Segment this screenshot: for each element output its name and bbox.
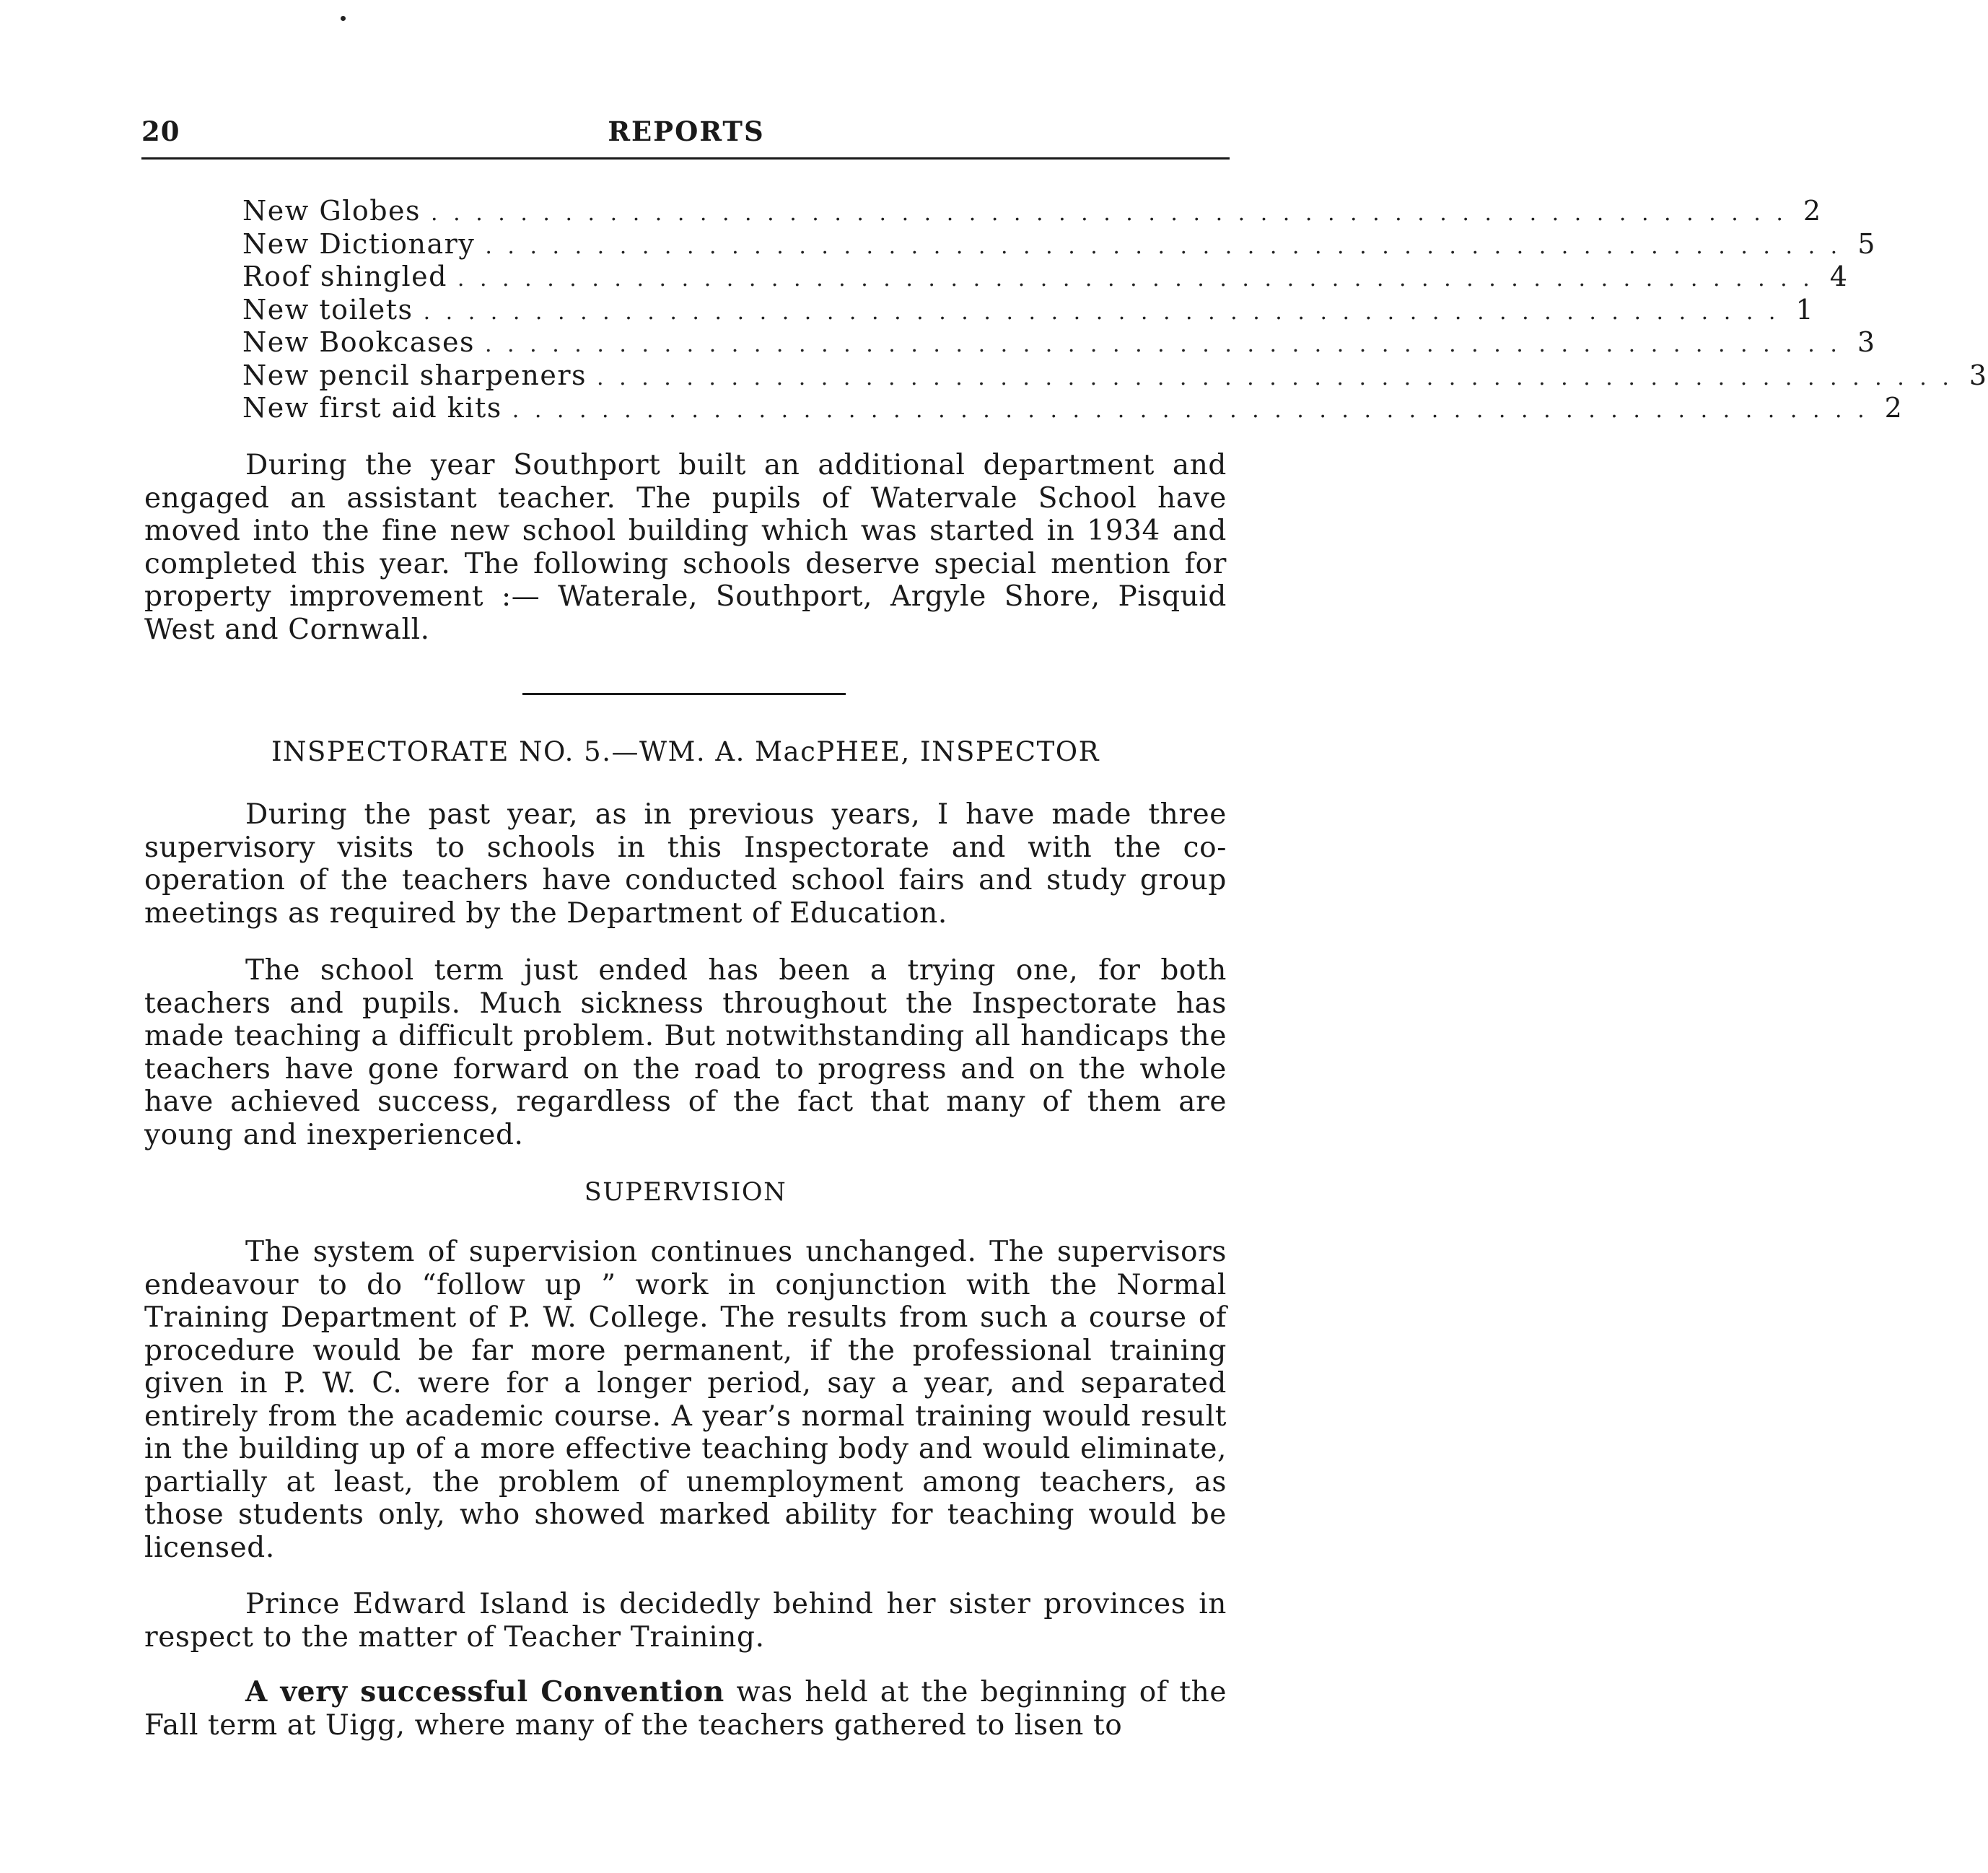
list-item	[242, 392, 1904, 425]
dot-leader: . . . . . . . . . . . . . . . . . . . . . . . . . . . . . . . . . . . . . . . . . . . . . . . . . . . . . . . . . . . . .	[423, 299, 1780, 325]
paragraph-southport: During the year Southport built an additional department and engaged an assistant teacher. The pupils of Watervale School have moved into the fine new school building which was started in 1934 and completed this year. The following schools deserve special mention for property improvement :— Waterale, Southport, Argyle Shore, Pisquid West and Cornwall.	[144, 449, 1227, 646]
dot-leader: . . . . . . . . . . . . . . . . . . . . . . . . . . . . . . . . . . . . . . . . . . . . . . . . . . . . . . . . . . . . .	[597, 364, 1953, 390]
running-title: REPORTS	[608, 115, 765, 147]
item-count: 2	[1884, 392, 1904, 424]
print-speck	[341, 16, 346, 21]
list-item	[242, 227, 1876, 261]
paragraph-text: was held at the beginning of the Fall term at Uigg, where many of the teachers gathered to lisen to	[144, 1676, 1227, 1742]
list-item	[242, 261, 1849, 294]
item-label: New pencil sharpeners	[242, 359, 587, 391]
dot-leader: . . . . . . . . . . . . . . . . . . . . . . . . . . . . . . . . . . . . . . . . . . . . . . . . . . . . . . . . . . . . .	[484, 332, 1842, 357]
dot-leader: . . . . . . . . . . . . . . . . . . . . . . . . . . . . . . . . . . . . . . . . . . . . . . . . . . . . . . . . . . . . .	[431, 201, 1787, 226]
list-item	[242, 293, 1815, 327]
item-label: New first aid kits	[242, 392, 502, 424]
item-count: 4	[1829, 261, 1849, 292]
paragraph-teacher-training: Prince Edward Island is decidedly behind her sister provinces in respect to the matter of Teacher Training.	[144, 1588, 1227, 1654]
item-count: 5	[1857, 227, 1876, 260]
paragraph-school-term: The school term just ended has been a trying one, for both teachers and pupils. Much sickness throughout the Inspectorate has made teaching a difficult problem. But notwithstanding all handicaps the teachers have gone forward on the road to progress and on the whole have achieved success, regardless of the fact that many of them are young and inexperienced.	[144, 954, 1227, 1151]
list-item	[242, 326, 1876, 359]
item-count: 3	[1857, 326, 1876, 358]
run-in-heading: A very successful Convention	[245, 1675, 724, 1708]
header-rule	[141, 157, 1230, 160]
section-separator	[522, 693, 846, 695]
item-label: New Bookcases	[242, 326, 475, 358]
item-count: 2	[1803, 195, 1822, 227]
running-head	[141, 115, 1231, 150]
item-label: New toilets	[242, 293, 413, 326]
list-item	[242, 195, 1822, 228]
section-heading: INSPECTORATE NO. 5.—WM. A. MacPHEE, INSPECTOR	[271, 736, 1100, 767]
subheading-supervision: SUPERVISION	[584, 1178, 787, 1207]
item-label: New Globes	[242, 195, 421, 227]
paragraph-supervision: The system of supervision continues unchanged. The supervisors endeavour to do “follow up ” work in conjunction with the Normal Training Department of P. W. College. The results from such a course of procedure would be far more permanent, if the professional training given in P. W. C. were for a longer period, say a year, and separated entirely from the academic course. A year’s normal training would result in the building up of a more effective teaching body and would eliminate, partially at least, the problem of unemployment among teachers, as those students only, who showed marked ability for teaching would be licensed.	[144, 1236, 1227, 1564]
item-label: New Dictionary	[242, 227, 476, 260]
dot-leader: . . . . . . . . . . . . . . . . . . . . . . . . . . . . . . . . . . . . . . . . . . . . . . . . . . . . . . . . . . . . .	[457, 266, 1814, 292]
item-count: 3	[1969, 359, 1988, 391]
page-number: 20	[141, 115, 180, 147]
item-label: Roof shingled	[242, 261, 447, 292]
paragraph-convention	[144, 1676, 1227, 1742]
list-item	[242, 359, 1988, 393]
paragraph-visits: During the past year, as in previous years, I have made three supervisory visits to schools in this Inspectorate and with the co-operation of the teachers have conducted school fairs and study group meetings as required by the Department of Education.	[144, 798, 1227, 930]
dot-leader: . . . . . . . . . . . . . . . . . . . . . . . . . . . . . . . . . . . . . . . . . . . . . . . . . . . . . . . . . . . . .	[512, 398, 1869, 423]
item-count: 1	[1795, 293, 1815, 326]
improvement-list	[242, 195, 1988, 425]
dot-leader: . . . . . . . . . . . . . . . . . . . . . . . . . . . . . . . . . . . . . . . . . . . . . . . . . . . . . . . . . . . . .	[485, 233, 1842, 259]
